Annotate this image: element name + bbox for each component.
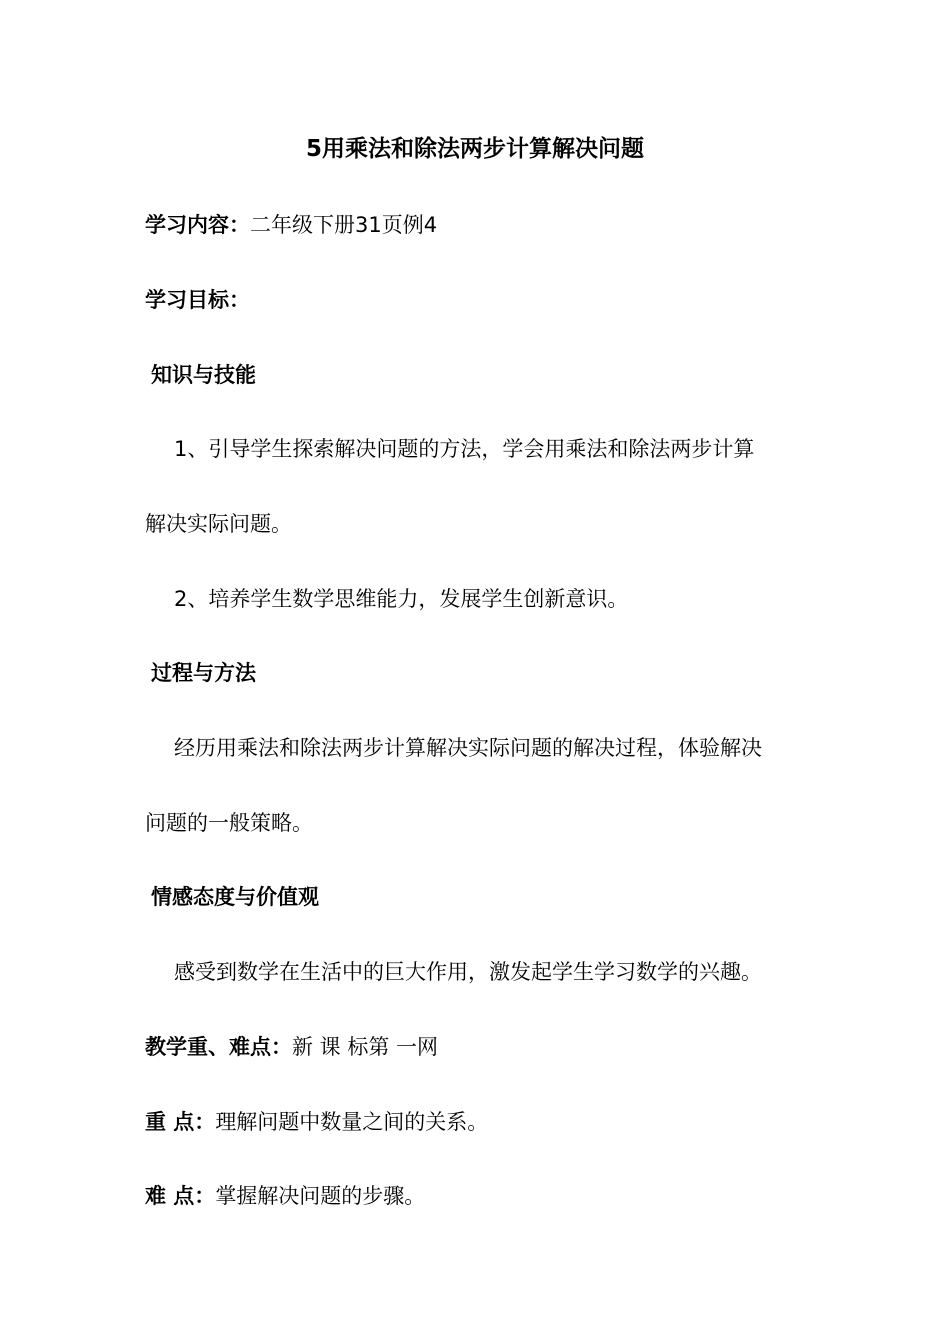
knowledge-item-1-line-2: 解决实际问题。 bbox=[145, 512, 292, 536]
process-line-1: 经历用乘法和除法两步计算解决实际问题的解决过程，体验解决 bbox=[174, 736, 762, 760]
difficult-point bbox=[145, 1180, 425, 1212]
learning-content-label: 学习内容： bbox=[145, 213, 250, 237]
emotion-line-1: 感受到数学在生活中的巨大作用，激发起学生学习数学的兴趣。 bbox=[174, 960, 762, 984]
objectives-label: 学习目标： bbox=[145, 288, 250, 312]
key-point bbox=[145, 1106, 488, 1138]
key-point-value: 理解问题中数量之间的关系。 bbox=[215, 1110, 489, 1134]
page-title: 5用乘法和除法两步计算解决问题 bbox=[305, 136, 644, 162]
learning-content bbox=[145, 209, 437, 241]
difficult-point-label: 难 点： bbox=[145, 1184, 216, 1208]
process-heading: 过程与方法 bbox=[151, 661, 256, 685]
knowledge-item-1-line-1: 1、引导学生探索解决问题的方法，学会用乘法和除法两步计算 bbox=[174, 437, 755, 461]
key-difficult-value: 新 课 标第 一网 bbox=[292, 1035, 439, 1059]
learning-content-value: 二年级下册31页例4 bbox=[250, 213, 438, 237]
key-difficult-points bbox=[145, 1031, 438, 1063]
knowledge-item-2: 2、培养学生数学思维能力，发展学生创新意识。 bbox=[174, 587, 629, 611]
knowledge-heading: 知识与技能 bbox=[151, 363, 256, 387]
key-point-label: 重 点： bbox=[145, 1110, 216, 1134]
key-difficult-label: 教学重、难点： bbox=[145, 1035, 292, 1059]
difficult-point-value: 掌握解决问题的步骤。 bbox=[215, 1184, 426, 1208]
process-line-2: 问题的一般策略。 bbox=[145, 811, 313, 835]
emotion-heading: 情感态度与价值观 bbox=[151, 885, 319, 909]
